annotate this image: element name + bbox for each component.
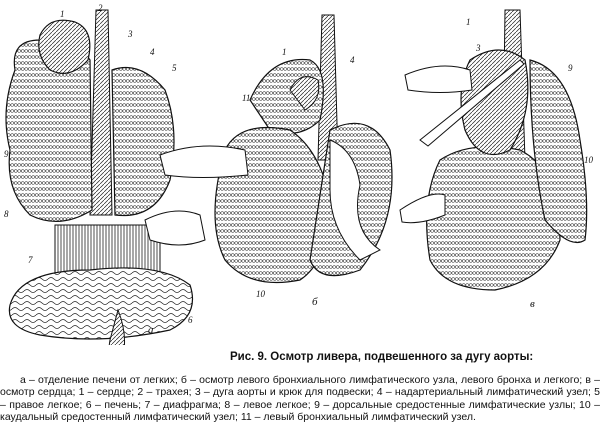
label-a-6: 6 bbox=[188, 315, 193, 325]
panel-c-drawing bbox=[400, 10, 587, 290]
panel-a-drawing bbox=[6, 10, 205, 345]
label-b-4: 4 bbox=[350, 55, 355, 65]
label-a-5: 5 bbox=[172, 63, 177, 73]
figure-legend-text: а – отделение печени от легких; б – осмотр левого бронхиального лимфатического узла, левого бронха и легкого; в – осмотр сердца; 1 – сердце; 2 – трахея; 3 – дуга аорты и крюк для подвески; 4 – надартериальный лимфатический узел; 5 – правое легкое; 6 – печень; 7 – диафрагма; 8 – левое легкое; 9 – дорсальные средостенные лимфатические узлы; 10 – каудальный средостенный лимфатический узел; 11 – левый бронхиальный лимфатический узел. bbox=[0, 374, 600, 424]
label-a-3: 3 bbox=[128, 29, 133, 39]
label-c-3: 3 bbox=[476, 43, 481, 53]
label-c-10: 10 bbox=[584, 155, 593, 165]
label-c-1: 1 bbox=[466, 17, 471, 27]
figure-caption-title: Рис. 9. Осмотр ливера, подвешенного за дугу аорты: bbox=[230, 351, 534, 363]
label-a-7: 7 bbox=[28, 255, 33, 265]
panel-label-b: б bbox=[312, 296, 318, 308]
label-a-8: 8 bbox=[4, 209, 9, 219]
label-a-2: 2 bbox=[98, 3, 103, 13]
panel-label-c: в bbox=[530, 298, 535, 310]
label-a-4: 4 bbox=[150, 47, 155, 57]
label-b-11: 11 bbox=[242, 93, 251, 103]
label-b-10: 10 bbox=[256, 289, 265, 299]
panel-label-a: а bbox=[148, 324, 154, 336]
label-c-9: 9 bbox=[568, 63, 573, 73]
label-a-9: 9 bbox=[4, 149, 9, 159]
label-a-1: 1 bbox=[60, 9, 65, 19]
label-b-1: 1 bbox=[282, 47, 287, 57]
